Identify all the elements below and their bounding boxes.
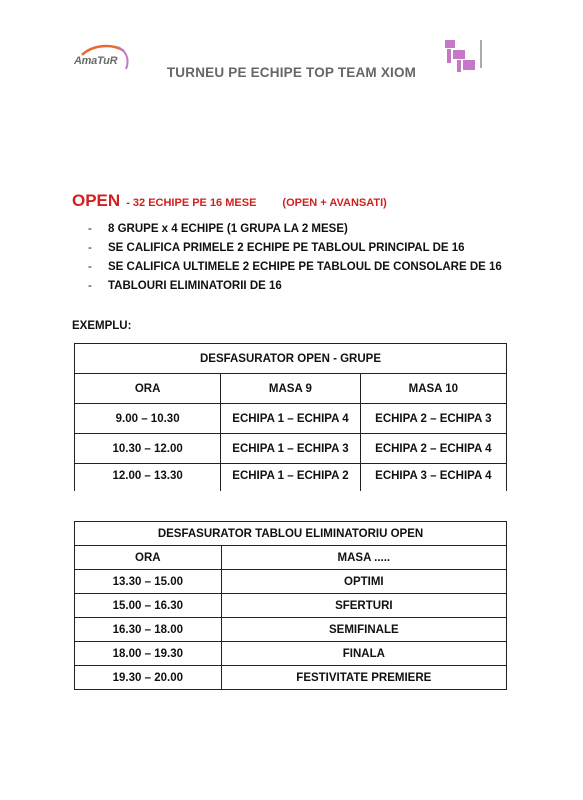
table-cell: 13.30 – 15.00 <box>75 570 222 594</box>
list-item <box>88 239 502 258</box>
table-cell: 10.30 – 12.00 <box>75 434 221 464</box>
table-cell: SEMIFINALE <box>221 618 506 642</box>
table-row <box>75 666 507 690</box>
table-title: DESFASURATOR TABLOU ELIMINATORIU OPEN <box>75 522 507 546</box>
column-header: ORA <box>75 546 222 570</box>
table-cell: SFERTURI <box>221 594 506 618</box>
bullet-marker: - <box>88 242 92 254</box>
table-row <box>75 618 507 642</box>
page-title: TURNEU PE ECHIPE TOP TEAM XIOM <box>166 65 417 80</box>
table-cell: OPTIMI <box>221 570 506 594</box>
table-row <box>75 642 507 666</box>
groups-table <box>74 343 507 491</box>
table-title: DESFASURATOR OPEN - GRUPE <box>75 344 507 374</box>
table-cell: ECHIPA 1 – ECHIPA 4 <box>221 404 360 434</box>
table-row <box>75 570 507 594</box>
open-heading: OPEN <box>72 191 121 210</box>
list-item-text: SE CALIFICA ULTIMELE 2 ECHIPE PE TABLOUL DE CONSOLARE DE 16 <box>108 261 502 273</box>
table-cell: ECHIPA 1 – ECHIPA 2 <box>221 464 360 492</box>
table-cell: 18.00 – 19.30 <box>75 642 222 666</box>
knockout-table <box>74 521 507 690</box>
table-cell: 16.30 – 18.00 <box>75 618 222 642</box>
rules-list <box>88 220 502 296</box>
list-item <box>88 258 502 277</box>
groups-table-clip <box>74 343 510 491</box>
table-cell: ECHIPA 3 – ECHIPA 4 <box>360 464 506 492</box>
column-header: ORA <box>75 374 221 404</box>
bullet-marker: - <box>88 280 92 292</box>
table-cell: FINALA <box>221 642 506 666</box>
open-subtitle: - 32 ECHIPE PE 16 MESE <box>126 197 257 209</box>
table-cell: 19.30 – 20.00 <box>75 666 222 690</box>
table-row <box>75 594 507 618</box>
table-row <box>75 434 507 464</box>
example-label: EXEMPLU: <box>72 320 132 332</box>
bullet-marker: - <box>88 261 92 273</box>
column-header: MASA 9 <box>221 374 360 404</box>
table-cell: ECHIPA 2 – ECHIPA 3 <box>360 404 506 434</box>
table-row <box>75 464 507 492</box>
list-item-text: 8 GRUPE x 4 ECHIPE (1 GRUPA LA 2 MESE) <box>108 223 348 235</box>
table-row <box>75 404 507 434</box>
list-item-text: SE CALIFICA PRIMELE 2 ECHIPE PE TABLOUL PRINCIPAL DE 16 <box>108 242 465 254</box>
list-item <box>88 220 502 239</box>
column-header: MASA 10 <box>360 374 506 404</box>
bullet-marker: - <box>88 223 92 235</box>
amatur-logo-text: AmaTuR <box>74 55 118 67</box>
open-tag: (OPEN + AVANSATI) <box>282 197 387 209</box>
column-header: MASA ..... <box>221 546 506 570</box>
table-cell: ECHIPA 1 – ECHIPA 3 <box>221 434 360 464</box>
table-cell: ECHIPA 2 – ECHIPA 4 <box>360 434 506 464</box>
table-cell: FESTIVITATE PREMIERE <box>221 666 506 690</box>
list-item <box>88 277 502 296</box>
table-cell: 15.00 – 16.30 <box>75 594 222 618</box>
table-cell: 9.00 – 10.30 <box>75 404 221 434</box>
table-cell: 12.00 – 13.30 <box>75 464 221 492</box>
open-heading-line <box>72 191 387 211</box>
list-item-text: TABLOURI ELIMINATORII DE 16 <box>108 280 282 292</box>
